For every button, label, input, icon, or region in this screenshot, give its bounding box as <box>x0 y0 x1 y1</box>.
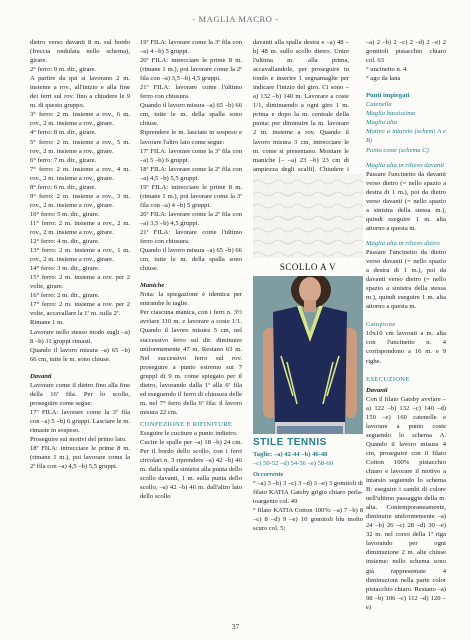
paragraph: 17° ferro: 2 m. insieme a rov. per 2 volte, accavallare la 1ª m. sulla 2ª. <box>30 301 130 318</box>
paragraph: 5° ferro: 2 m. insieme a rov., 5 m. rov., 2 m. insieme a rov., girare. <box>30 138 130 155</box>
paragraph: Passare l'uncinetto da dietro verso davanti (= nello spazio a destra di 1 m.), poi da davanti verso dietro (= nello spazio a sinistra della stessa m.), quindi eseguire 1 m. alta attorno a questa m. <box>366 248 446 311</box>
section-heading-confezione: CONFEZIONE E RIFINITURE <box>140 420 233 428</box>
stitch-item: Maglia bassissima <box>366 110 416 118</box>
paragraph: 19ª FILA: lavorare come la 3ª fila con –a) 4 –b) 5 gruppi. <box>140 39 242 56</box>
paragraph: 21ª FILA: lavorare come l'ultimo ferro con chiusura. <box>140 84 242 101</box>
paragraph: 6° ferro: 7 m. dir., girare. <box>30 156 97 164</box>
text-column-1 <box>30 38 130 471</box>
stitch-heading: Maglia alta in rilievo davanti <box>366 161 445 169</box>
photo-caption: STILE TENNIS <box>253 437 327 448</box>
paragraph: –a) 2 –b) 2 –c) 2 –d) 2 –e) 2 gomitoli pistacchio chiaro col. 63 <box>366 39 446 65</box>
paragraph: 16° ferro: 2 m. dir., girare. <box>30 292 100 300</box>
paragraph: ° –a) 3 –b) 3 –c) 3 –d) 3 –e) 3 gomitoli di filato KATIA Gatsby grigio chiaro perla-toargento col. 49 <box>253 480 363 506</box>
knit-swatch-image <box>253 174 363 258</box>
text-column-4 <box>366 38 446 612</box>
paragraph: 18ª FILA: intrecciare le prime 8 m. (rimane 1 m.), poi lavorare come la 2ª fila con –a) 4,5 –b) 5,5 gruppi. <box>30 445 130 471</box>
paragraph: 17ª FILA: lavorare come la 3ª fila con –a) 5 –b) 6 gruppi. <box>140 147 242 164</box>
stitch-item: Maglia alta <box>366 119 397 127</box>
paragraph: dietro verso davanti 8 m. sul bordo (freccia ondulata nello schema), girare. <box>30 39 130 65</box>
paragraph: 10x10 cm lavorati a m. alta con l'uncinetto n. 4 corrispondono a 16 m. e 9 righe. <box>366 330 446 365</box>
paragraph: Quando il lavoro misura –a) 65 –b) 66 cm, tutte le m. della spalla sono chiuse. <box>140 247 242 273</box>
paragraph: 12° ferro: 4 m. dir., girare. <box>30 238 100 246</box>
paragraph: Quando il lavoro misura –a) 65 –b) 66 cm, tutte le m. sono chiuse. <box>30 346 130 363</box>
paragraph: Per ciascuna manica, con i ferri n. 3½ avviare 110 m. e lavorare a coste 1/1. Quando il lavoro misura 5 cm, nel successivo ferro sul dir. diminuire uniformemente 47 m. Restano 63 m. Nel successivo ferro sul rov. proseguire a punto estremo sui 7 gruppi di 9 m. come spiegato per il dietro, lavorando dalla 1ª alla 6ª fila ed eseguendo il ferro di chiusura delle m. nel 7° ferro della 6ª fila: il lavoro misura 22 cm. <box>140 309 242 416</box>
paragraph: Passare l'uncinetto da davanti verso dietro (= nello spazio a destra di 1 m.), poi da dietro verso davanti (= nello spazio a sinistra della stessa m.), quindi eseguire 1 m. alta attorno a questa m. <box>366 170 446 232</box>
paragraph: ° ago da lana <box>366 75 401 83</box>
stitch-item: Motivo a intarsio (schemi A e B) <box>366 128 446 145</box>
paragraph: Nota: la spiegazione è identica per entrambe le taglie. <box>140 291 242 308</box>
text-column-3-bottom <box>253 450 363 533</box>
paragraph: Lavorare come il dietro fino alla fine della 16ª fila. Per lo scollo, proseguire come segue: <box>30 381 130 407</box>
paragraph: 21ª FILA: lavorare come l'ultimo ferro con chiusura. <box>140 228 242 246</box>
paragraph: davanti alla spalla destra e –a) 48 –b) 48 m. sullo scollo dietro. Unire l'ultima m. alla prima, accavallandole, per proseguire in tondo e inserire 1 segnamaglie per indicare l'inizio del giro. Ci sono –a) 132 –b) 140 m. Lavorare a coste 1/1, diminuendo a ogni giro 1 m. prima e dopo la m. centrale della punta: per diminuire la m. lavorare 2 m. insieme a rov. Quando il lavoro misura 3 cm, intrecciare le m. come si presentano. Montare le maniche [– –a) 23 –b) 23 cm di ampiezza degli scalfi]. Chiudere i <box>253 39 349 173</box>
paragraph: 14° ferro: 3 m. dir., girare. <box>30 265 100 273</box>
model-photo <box>253 276 363 434</box>
section-heading-occorrente: Occorrente <box>253 471 284 479</box>
paragraph: Proseguire sui motivi del primo lato. <box>30 436 127 444</box>
paragraph: 13° ferro: 2 m. insieme a rov., 1 m. rov., 2 m. insieme a rov., girare. <box>30 247 130 264</box>
section-heading-davanti-2: Davanti <box>366 386 388 394</box>
paragraph: Eseguire le cuciture a punto indietro. <box>140 429 238 437</box>
paragraph: ° uncinetto n. 4 <box>366 66 407 74</box>
paragraph: 17ª FILA: lavorare come la 3ª fila con –a) 5 –b) 6 gruppi. Lasciare le m. rimaste in sospeso. <box>30 408 130 434</box>
paragraph: A partire da qui si lavorano 2 m. insieme a rov., all'inizio e alla fine dei ferri sul rov. fino a chiudere le 9 m. di questo gruppo. <box>30 75 130 110</box>
sizes-line-2: –c) 50-52 –d) 54-56 –e) 58-60 <box>253 460 334 468</box>
paragraph: Cucire le spalle per –a) 18 –b) 24 cm. Per il bordo dello scollo, con i ferri circolari n. 3 riprendere –a) 42 –b) 46 m. dalla spalla sinistra alla punta dello scollo davanti, 1 m. sulla punta dello scollo, –a) 42 –b) 46 m. dall'altro lato dello scollo <box>140 439 242 501</box>
paragraph: 9° ferro: 2 m. insieme a rov., 3 m. rov., 2 m. insieme a rov., girare. <box>30 192 130 209</box>
paragraph: 20ª FILA: lavorare come la 2ª fila con –a) 3,5 –b) 4,5 gruppi. <box>140 210 242 227</box>
page-number: 37 <box>231 622 240 631</box>
paragraph: 2° ferro: 9 m. dir., girare. <box>30 66 97 74</box>
paragraph: 8° ferro: 6 m. dir., girare. <box>30 183 97 191</box>
knit-texture-icon <box>253 174 363 258</box>
stitch-item: Punto coste (schema C) <box>366 146 429 154</box>
paragraph: 10° ferro: 5 m. dir., girare. <box>30 210 100 218</box>
section-heading-campione: Campione <box>366 321 396 329</box>
paragraph: 19ª FILA: intrecciare le prime 8 m. (rimane 1 m.), poi lavorare come la 3ª fila con –a) 4 –b) 5 gruppi. <box>140 183 242 209</box>
section-heading-maniche: Maniche <box>140 282 165 290</box>
section-title-scollo: SCOLLO A V <box>279 262 337 272</box>
paragraph: 20ª FILA: intrecciare le prime 8 m. (rimane 1 m.), poi lavorare come la 2ª fila con –a) 3,5 –b) 4,5 gruppi. <box>140 57 242 83</box>
paragraph: Con il filato Gatsby avviare –a) 122 –b) 132 –c) 140 –d) 150 –e) 160 catenelle e lavorare a punto coste seguendo lo schema A. Quando il lavoro misura 4 cm, proseguire con il filato Cotton 100% pistacchio chiaro e lavorare il motivo a intarsio seguendo lo schema B: eseguire i cambi di colore nell'ultimo passaggio della m. alta. Contemporaneamente, diminuire uniformemente –a) 24 –b) 26 –c) 28 –d) 30 –e) 32 m. nel corso della 1ª riga lavorando per ogni diminuzione 2 m. alte chiuse insieme: nello schema sono già rappresentate 4 diminuzioni nella parte color pistacchio chiaro. Restano –a) 98 –b) 106 –c) 112 –d) 120 –e) <box>366 395 446 611</box>
text-column-2 <box>140 38 242 501</box>
paragraph: 7° ferro: 2 m. insieme a rov., 4 m. rov., 2 m. insieme a rov., girare. <box>30 165 130 182</box>
paragraph: Riprendere le m. lasciate in sospeso e lavorare l'altro lato come segue: <box>140 129 242 146</box>
paragraph: 11° ferro: 2 m. insieme a rov., 2 m. rov., 2 m. insieme a rov., girare. <box>30 219 130 236</box>
text-column-3 <box>253 38 349 183</box>
paragraph: 4° ferro: 8 m. dir., girare. <box>30 129 97 137</box>
section-heading-punti: Punti impiegati <box>366 92 410 100</box>
paragraph: 15° ferro: 2 m. insieme a rov. per 2 volte, girare. <box>30 274 130 291</box>
paragraph: Quando il lavoro misura –a) 65 –b) 66 cm, tutte le m. della spalla sono chiuse. <box>140 102 242 128</box>
sweater-photo-illustration <box>253 276 363 434</box>
running-header: - MAGLIA MACRO - <box>192 14 279 24</box>
section-heading-esecuzione: ESECUZIONE <box>366 375 410 383</box>
section-heading-davanti: Davanti <box>30 372 52 380</box>
paragraph: Rimane 1 m. <box>30 319 64 327</box>
paragraph: 3° ferro: 2 m. insieme a rov., 6 m. rov., 2 m. insieme a rov., girare. <box>30 111 130 128</box>
paragraph: Lavorare nello stesso modo sugli –a) 8 –b) 11 gruppi rimasti. <box>30 328 130 345</box>
paragraph: 18ª FILA: lavorare come la 2ª fila con –a) 4,5 –b) 5,5 gruppi. <box>140 165 242 182</box>
stitch-item: Catenella <box>366 101 392 109</box>
paragraph: ° filato KATIA Cotton 100%: –a) 7 –b) 8 –c) 8 –d) 9 –e) 10 gomitoli blu molto scuro col. 5; <box>253 507 363 533</box>
stitch-heading: Maglia alta in rilievo dietro <box>366 239 440 247</box>
sizes-line: Taglie: –a) 42-44 –b) 46-48 <box>253 451 328 458</box>
